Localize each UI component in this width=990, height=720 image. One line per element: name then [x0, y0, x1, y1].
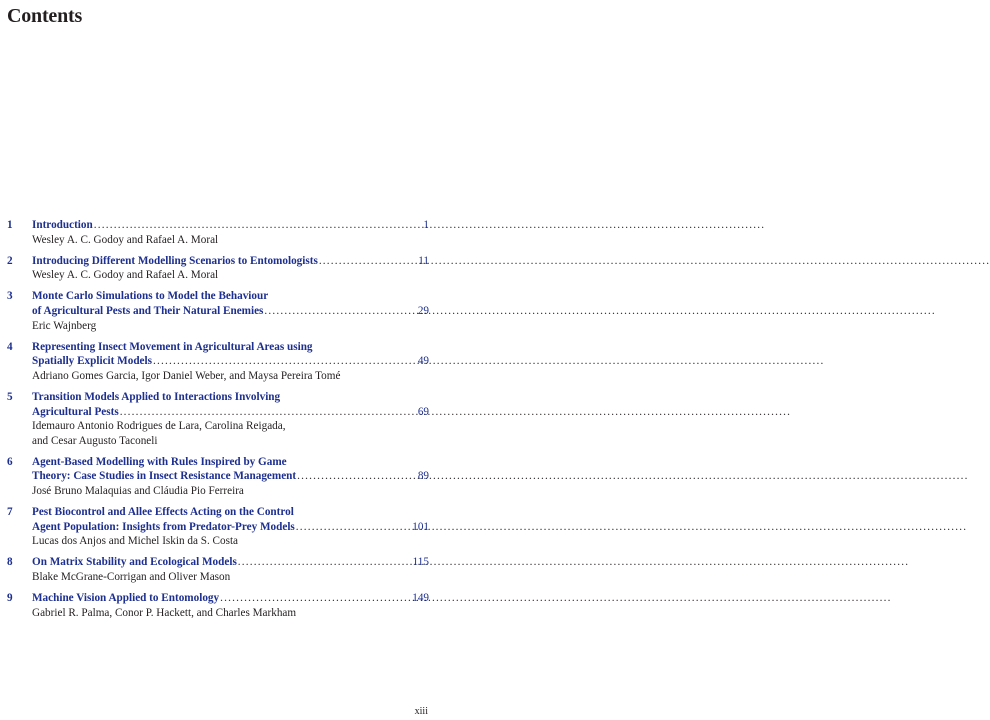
- toc-entry[interactable]: [7, 455, 429, 499]
- chapter-page-number[interactable]: 29: [417, 304, 429, 317]
- chapter-page-number[interactable]: 49: [417, 355, 429, 368]
- chapter-number: 8: [7, 556, 13, 569]
- chapter-authors: Wesley A. C. Godoy and Rafael A. Moral: [32, 233, 219, 246]
- toc-entry[interactable]: [7, 591, 429, 620]
- dot-leader: [319, 254, 407, 269]
- chapter-title-line[interactable]: Agent-Based Modelling with Rules Inspired by Game: [32, 455, 287, 468]
- chapter-page-number[interactable]: 149: [412, 592, 429, 605]
- chapter-authors: Idemauro Antonio Rodrigues de Lara, Carolina Reigada,: [32, 420, 286, 433]
- chapter-title-line[interactable]: Machine Vision Applied to Entomology: [32, 592, 220, 605]
- chapter-authors: Gabriel R. Palma, Conor P. Hackett, and Charles Markham: [32, 606, 297, 619]
- toc-entry[interactable]: [7, 555, 429, 584]
- chapter-page-number[interactable]: 69: [417, 405, 429, 418]
- chapter-authors: Blake McGrane-Corrigan and Oliver Mason: [32, 570, 231, 583]
- toc-entry[interactable]: [7, 254, 429, 283]
- dot-leader: [153, 354, 407, 369]
- dot-leader: [120, 405, 407, 420]
- chapter-page-number[interactable]: 11: [418, 254, 429, 267]
- table-of-contents: [7, 218, 429, 627]
- chapter-authors: Eric Wajnberg: [32, 319, 97, 332]
- dot-leader: [238, 555, 407, 570]
- chapter-page-number[interactable]: 115: [412, 556, 429, 569]
- chapter-title-line[interactable]: Transition Models Applied to Interactions Involving: [32, 390, 281, 403]
- chapter-title-line[interactable]: Spatially Explicit Models: [32, 355, 152, 368]
- chapter-title-line[interactable]: Agent Population: Insights from Predator-Prey Models: [32, 520, 295, 533]
- chapter-title-line[interactable]: Agricultural Pests: [32, 405, 119, 418]
- chapter-number: 5: [7, 390, 13, 403]
- dot-leader: [297, 469, 407, 484]
- chapter-title-line[interactable]: Introduction: [32, 219, 93, 231]
- chapter-number: 9: [7, 592, 13, 605]
- chapter-number: 1: [7, 219, 13, 231]
- chapter-authors: Lucas dos Anjos and Michel Iskin da S. Costa: [32, 535, 239, 548]
- page-title: Contents: [7, 5, 83, 27]
- dot-leader: [220, 591, 406, 606]
- chapter-number: 4: [7, 340, 13, 353]
- chapter-title-line[interactable]: of Agricultural Pests and Their Natural Enemies: [32, 304, 264, 317]
- toc-entry[interactable]: [7, 505, 429, 549]
- toc-entry[interactable]: [7, 289, 429, 333]
- toc-entry[interactable]: [7, 340, 429, 384]
- chapter-title-line[interactable]: Introducing Different Modelling Scenarios to Entomologists: [32, 254, 318, 267]
- chapter-page-number[interactable]: 101: [412, 520, 429, 533]
- toc-entry[interactable]: [7, 218, 429, 247]
- chapter-title-line[interactable]: Theory: Case Studies in Insect Resistance Management: [32, 470, 297, 483]
- chapter-title-line[interactable]: Pest Biocontrol and Allee Effects Acting on the Control: [32, 506, 294, 519]
- chapter-authors: José Bruno Malaquias and Cláudia Pio Ferreira: [32, 485, 244, 497]
- chapter-number: 6: [7, 455, 13, 468]
- chapter-title-line[interactable]: Monte Carlo Simulations to Model the Behaviour: [32, 290, 269, 303]
- dot-leader: [94, 218, 407, 233]
- chapter-authors: and Cesar Augusto Taconeli: [32, 434, 158, 447]
- dot-leader: [264, 304, 407, 319]
- chapter-page-number[interactable]: 89: [417, 470, 429, 483]
- dot-leader: [296, 520, 406, 535]
- chapter-number: 3: [7, 290, 13, 303]
- chapter-page-number[interactable]: 1: [423, 219, 429, 231]
- chapter-title-line[interactable]: On Matrix Stability and Ecological Models: [32, 556, 237, 569]
- chapter-number: 7: [7, 506, 13, 519]
- chapter-number: 2: [7, 254, 13, 267]
- toc-entry[interactable]: [7, 390, 429, 448]
- page-number-folio: xiii: [414, 706, 428, 717]
- chapter-title-line[interactable]: Representing Insect Movement in Agricultural Areas using: [32, 340, 313, 353]
- chapter-authors: Wesley A. C. Godoy and Rafael A. Moral: [32, 269, 219, 282]
- chapter-authors: Adriano Gomes Garcia, Igor Daniel Weber, and Maysa Pereira Tomé: [32, 369, 341, 382]
